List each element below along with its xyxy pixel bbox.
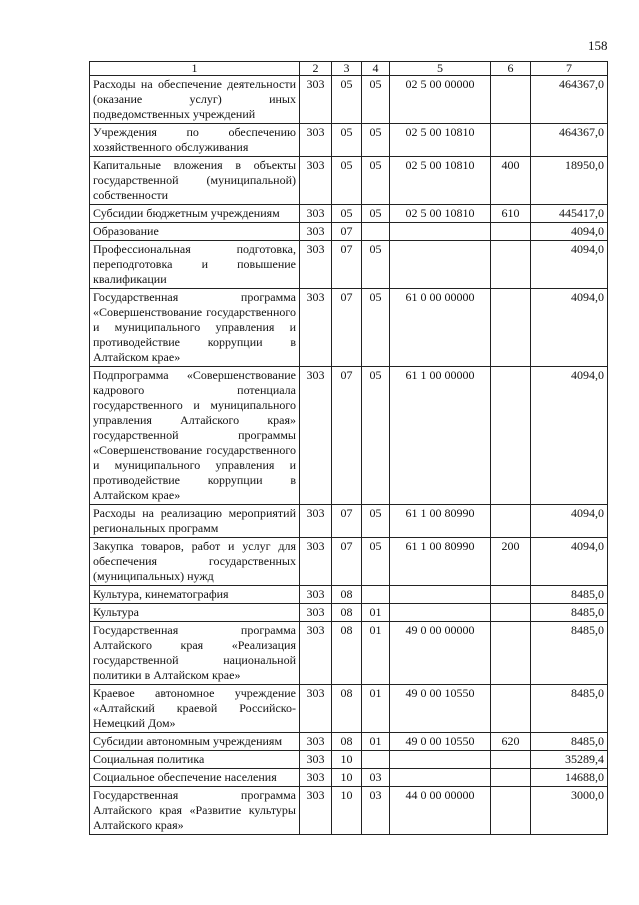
row-admin-code: 303 <box>300 124 332 157</box>
row-expense-type <box>491 289 531 367</box>
row-target-article: 44 0 00 00000 <box>390 787 491 835</box>
row-admin-code: 303 <box>300 223 332 241</box>
row-amount: 8485,0 <box>531 604 608 622</box>
row-target-article <box>390 241 491 289</box>
row-target-article: 02 5 00 10810 <box>390 157 491 205</box>
row-target-article: 49 0 00 00000 <box>390 622 491 685</box>
row-admin-code: 303 <box>300 205 332 223</box>
row-amount: 4094,0 <box>531 505 608 538</box>
row-target-article <box>390 769 491 787</box>
row-admin-code: 303 <box>300 751 332 769</box>
row-target-article <box>390 223 491 241</box>
row-expense-type <box>491 241 531 289</box>
row-subsection: 03 <box>362 787 390 835</box>
row-section: 07 <box>332 289 362 367</box>
row-expense-type <box>491 223 531 241</box>
row-amount: 8485,0 <box>531 586 608 604</box>
row-admin-code: 303 <box>300 604 332 622</box>
table-row <box>90 733 608 751</box>
row-amount: 3000,0 <box>531 787 608 835</box>
row-amount: 18950,0 <box>531 157 608 205</box>
row-subsection: 01 <box>362 733 390 751</box>
table-row <box>90 157 608 205</box>
row-expense-type <box>491 787 531 835</box>
header-col-1: 1 <box>90 62 300 76</box>
row-subsection: 03 <box>362 769 390 787</box>
row-amount: 35289,4 <box>531 751 608 769</box>
row-admin-code: 303 <box>300 733 332 751</box>
row-target-article: 49 0 00 10550 <box>390 733 491 751</box>
row-section: 05 <box>332 124 362 157</box>
row-subsection: 05 <box>362 157 390 205</box>
row-name: Учреждения по обеспечению хозяйственного обслуживания <box>90 124 300 157</box>
row-expense-type <box>491 604 531 622</box>
row-admin-code: 303 <box>300 586 332 604</box>
row-name: Социальная политика <box>90 751 300 769</box>
table-row <box>90 367 608 505</box>
table-row <box>90 223 608 241</box>
row-name: Краевое автономное учреждение «Алтайский краевой Российско-Немецкий Дом» <box>90 685 300 733</box>
table-row <box>90 505 608 538</box>
row-subsection: 05 <box>362 367 390 505</box>
row-expense-type <box>491 505 531 538</box>
row-subsection: 05 <box>362 76 390 124</box>
header-row <box>90 62 608 76</box>
row-expense-type <box>491 685 531 733</box>
row-name: Расходы на реализацию мероприятий региональных программ <box>90 505 300 538</box>
row-subsection: 05 <box>362 289 390 367</box>
row-subsection: 05 <box>362 538 390 586</box>
row-admin-code: 303 <box>300 76 332 124</box>
row-target-article: 61 1 00 80990 <box>390 538 491 586</box>
row-admin-code: 303 <box>300 769 332 787</box>
row-subsection: 01 <box>362 604 390 622</box>
row-amount: 8485,0 <box>531 685 608 733</box>
row-expense-type: 620 <box>491 733 531 751</box>
row-expense-type: 400 <box>491 157 531 205</box>
row-target-article: 02 5 00 00000 <box>390 76 491 124</box>
table-row <box>90 751 608 769</box>
row-subsection <box>362 223 390 241</box>
row-section: 07 <box>332 241 362 289</box>
table-row <box>90 586 608 604</box>
table-row <box>90 685 608 733</box>
row-section: 05 <box>332 205 362 223</box>
row-name: Капитальные вложения в объекты государственной (муниципальной) собственности <box>90 157 300 205</box>
row-expense-type <box>491 367 531 505</box>
row-target-article <box>390 604 491 622</box>
row-admin-code: 303 <box>300 505 332 538</box>
row-subsection: 01 <box>362 622 390 685</box>
table-row <box>90 622 608 685</box>
header-col-5: 5 <box>390 62 491 76</box>
row-amount: 8485,0 <box>531 622 608 685</box>
row-subsection: 05 <box>362 205 390 223</box>
row-target-article: 61 0 00 00000 <box>390 289 491 367</box>
row-target-article <box>390 586 491 604</box>
row-expense-type: 200 <box>491 538 531 586</box>
table-row <box>90 604 608 622</box>
row-name: Государственная программа «Совершенствование государственного и муниципального управления и противодействие коррупции в Алтайском крае» <box>90 289 300 367</box>
header-col-3: 3 <box>332 62 362 76</box>
row-amount: 4094,0 <box>531 538 608 586</box>
row-name: Культура, кинематография <box>90 586 300 604</box>
row-expense-type <box>491 76 531 124</box>
row-expense-type <box>491 769 531 787</box>
row-name: Расходы на обеспечение деятельности (оказание услуг) иных подведомственных учреждений <box>90 76 300 124</box>
row-amount: 8485,0 <box>531 733 608 751</box>
row-name: Образование <box>90 223 300 241</box>
row-amount: 464367,0 <box>531 76 608 124</box>
row-admin-code: 303 <box>300 787 332 835</box>
row-name: Культура <box>90 604 300 622</box>
header-col-6: 6 <box>491 62 531 76</box>
row-section: 07 <box>332 538 362 586</box>
row-subsection: 05 <box>362 124 390 157</box>
page-number: 158 <box>588 38 608 53</box>
header-col-4: 4 <box>362 62 390 76</box>
row-name: Закупка товаров, работ и услуг для обеспечения государственных (муниципальных) нужд <box>90 538 300 586</box>
row-expense-type <box>491 622 531 685</box>
row-amount: 14688,0 <box>531 769 608 787</box>
row-subsection <box>362 586 390 604</box>
row-target-article: 61 1 00 80990 <box>390 505 491 538</box>
table-row <box>90 76 608 124</box>
row-name: Государственная программа Алтайского края «Развитие культуры Алтайского края» <box>90 787 300 835</box>
row-section: 08 <box>332 622 362 685</box>
budget-table <box>89 61 608 835</box>
row-target-article: 02 5 00 10810 <box>390 124 491 157</box>
row-section: 08 <box>332 685 362 733</box>
row-admin-code: 303 <box>300 157 332 205</box>
row-admin-code: 303 <box>300 622 332 685</box>
row-section: 10 <box>332 787 362 835</box>
row-subsection: 01 <box>362 685 390 733</box>
row-target-article: 61 1 00 00000 <box>390 367 491 505</box>
row-section: 07 <box>332 223 362 241</box>
row-admin-code: 303 <box>300 241 332 289</box>
row-amount: 4094,0 <box>531 367 608 505</box>
row-name: Субсидии бюджетным учреждениям <box>90 205 300 223</box>
table-row <box>90 787 608 835</box>
row-name: Социальное обеспечение населения <box>90 769 300 787</box>
row-subsection: 05 <box>362 241 390 289</box>
row-section: 05 <box>332 76 362 124</box>
table-row <box>90 205 608 223</box>
row-section: 10 <box>332 769 362 787</box>
row-expense-type: 610 <box>491 205 531 223</box>
row-section: 08 <box>332 586 362 604</box>
row-section: 08 <box>332 733 362 751</box>
row-admin-code: 303 <box>300 685 332 733</box>
row-section: 08 <box>332 604 362 622</box>
row-name: Субсидии автономным учреждениям <box>90 733 300 751</box>
header-col-7: 7 <box>531 62 608 76</box>
header-col-2: 2 <box>300 62 332 76</box>
table-row <box>90 538 608 586</box>
row-expense-type <box>491 586 531 604</box>
row-subsection: 05 <box>362 505 390 538</box>
row-target-article: 02 5 00 10810 <box>390 205 491 223</box>
row-subsection <box>362 751 390 769</box>
row-amount: 4094,0 <box>531 223 608 241</box>
row-name: Государственная программа Алтайского края «Реализация государственной национальной политики в Алтайском крае» <box>90 622 300 685</box>
row-target-article: 49 0 00 10550 <box>390 685 491 733</box>
row-admin-code: 303 <box>300 538 332 586</box>
row-name: Профессиональная подготовка, переподготовка и повышение квалификации <box>90 241 300 289</box>
row-target-article <box>390 751 491 769</box>
table-row <box>90 241 608 289</box>
row-section: 07 <box>332 367 362 505</box>
row-amount: 464367,0 <box>531 124 608 157</box>
row-section: 07 <box>332 505 362 538</box>
table-row <box>90 769 608 787</box>
row-name: Подпрограмма «Совершенствование кадрового потенциала государственного и муниципального управления Алтайского края» государственной программы «Совершенствование государственного и муниципального управления и противодействие коррупции в Алтайском крае» <box>90 367 300 505</box>
row-amount: 4094,0 <box>531 241 608 289</box>
row-amount: 445417,0 <box>531 205 608 223</box>
row-admin-code: 303 <box>300 289 332 367</box>
row-section: 05 <box>332 157 362 205</box>
row-expense-type <box>491 124 531 157</box>
row-expense-type <box>491 751 531 769</box>
row-amount: 4094,0 <box>531 289 608 367</box>
table-row <box>90 289 608 367</box>
row-admin-code: 303 <box>300 367 332 505</box>
table-row <box>90 124 608 157</box>
row-section: 10 <box>332 751 362 769</box>
